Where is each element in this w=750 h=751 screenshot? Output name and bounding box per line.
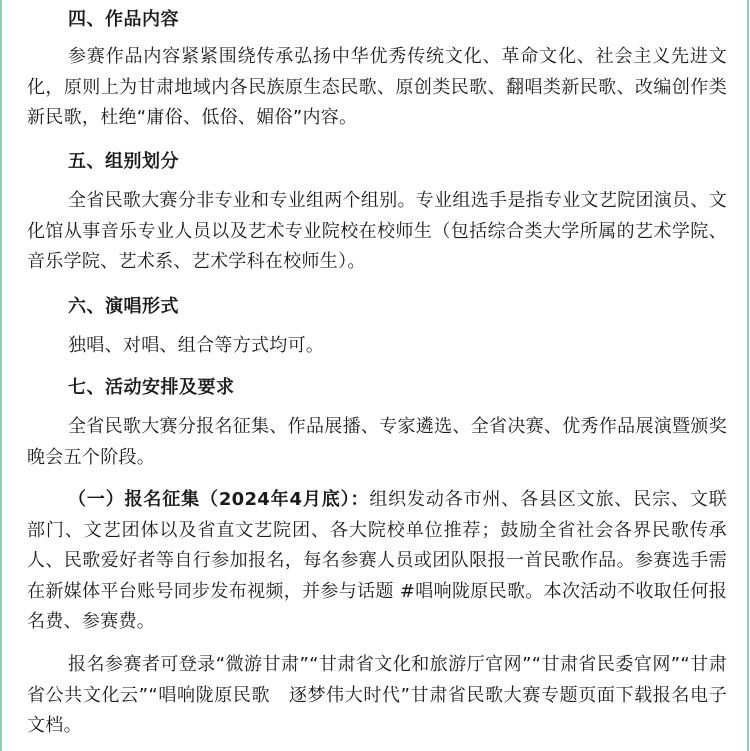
stage-body: 组织发动各市州、各县区文旅、民宗、文联部门、文艺团体以及省直文艺院团、各大院校单位推荐；鼓励全省社会各界民歌传承人、民歌爱好者等自行参加报名，每名参赛人员或团队限报一首民歌作品。参赛选手需在新媒体平台账号同步发布视频，并参与话题 #唱响陇原民歌。本次活动不收取任何报名费、参赛费。 [27, 489, 727, 632]
section-heading-works-content: 四、作品内容 [68, 9, 179, 30]
section-heading-singing-form: 六、演唱形式 [68, 296, 179, 317]
section-heading-group-division: 五、组别划分 [68, 151, 179, 172]
paragraph-registration-stage [27, 485, 727, 638]
stage-title: （一）报名征集（2024年4月底）： [68, 489, 370, 510]
paragraph-registration-channels: 报名参赛者可登录“微游甘肃”“甘肃省文化和旅游厅官网”“甘肃省民委官网”“甘肃省公共文化云”“唱响陇原民歌 逐梦伟大时代”甘肃省民歌大赛专题页面下载报名电子文档。 [27, 654, 727, 736]
paragraph-group-division: 全省民歌大赛分非专业和专业组两个组别。专业组选手是指专业文艺院团演员、文化馆从事音乐专业人员以及艺术专业院校在校师生（包括综合类大学所属的艺术学院、音乐学院、艺术系、艺术学科在校师生）。 [27, 190, 727, 272]
paragraph-activity-arrangement: 全省民歌大赛分报名征集、作品展播、专家遴选、全省决赛、优秀作品展演暨颁奖晚会五个阶段。 [27, 416, 727, 468]
paragraph-singing-form: 独唱、对唱、组合等方式均可。 [68, 335, 325, 356]
paragraph-works-content: 参赛作品内容紧紧围绕传承弘扬中华优秀传统文化、革命文化、社会主义先进文化，原则上为甘肃地域内各民族原生态民歌、原创类民歌、翻唱类新民歌、改编创作类新民歌，杜绝“庸俗、低俗、媚俗”内容。 [27, 46, 727, 128]
section-heading-activity-arrangement: 七、活动安排及要求 [68, 377, 235, 398]
